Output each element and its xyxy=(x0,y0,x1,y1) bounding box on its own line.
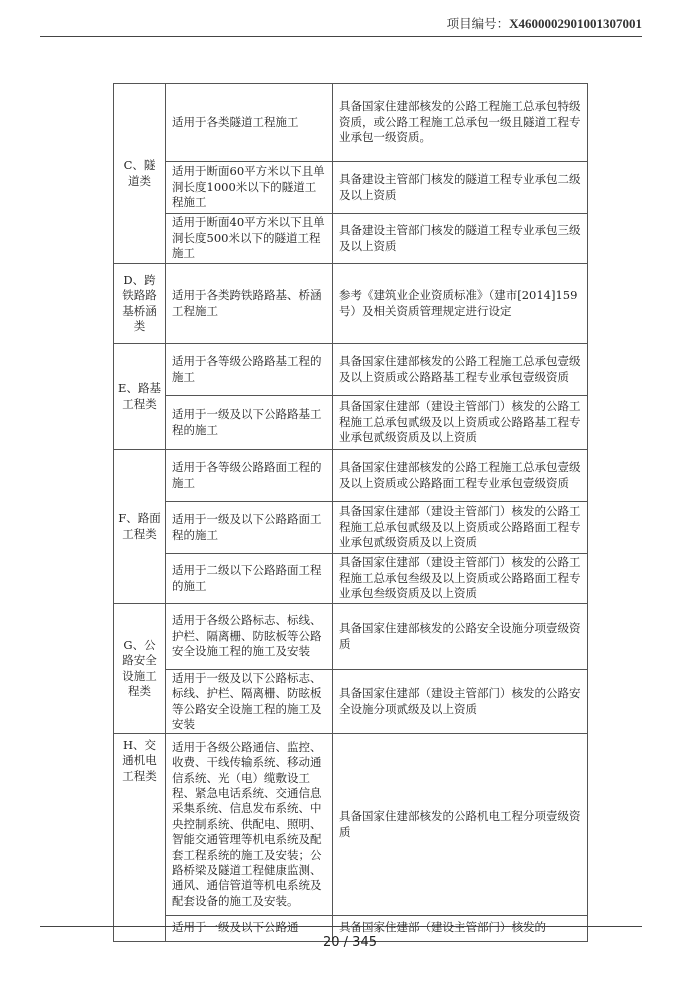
category-cell: G、公路安全设施工程类 xyxy=(114,604,166,734)
table-row xyxy=(114,604,588,670)
table-row xyxy=(114,670,588,734)
scope-cell: 适用于断面40平方米以下且单洞长度500米以下的隧道工程施工 xyxy=(166,214,333,264)
scope-cell: 适用于一级及以下公路通 xyxy=(166,916,333,942)
requirement-cell: 具备国家住建部核发的公路工程施工总承包壹级及以上资质或公路路面工程专业承包壹级资质 xyxy=(333,450,588,502)
requirement-cell: 具备国家住建部（建设主管部门）核发的公路工程施工总承包贰级及以上资质或公路路面工程专业承包贰级资质及以上资质 xyxy=(333,502,588,554)
requirement-cell: 具备国家住建部核发的公路安全设施分项壹级资质 xyxy=(333,604,588,670)
requirement-cell: 具备国家住建部（建设主管部门）核发的 xyxy=(333,916,588,942)
category-cell: D、跨铁路路基桥涵类 xyxy=(114,264,166,344)
table-row xyxy=(114,344,588,396)
project-number-label: 项目编号： xyxy=(446,16,510,31)
scope-cell: 适用于各类隧道工程施工 xyxy=(166,84,333,162)
table-row xyxy=(114,554,588,604)
table-row xyxy=(114,214,588,264)
scope-cell: 适用于各等级公路路基工程的施工 xyxy=(166,344,333,396)
requirement-cell: 具备建设主管部门核发的隧道工程专业承包三级及以上资质 xyxy=(333,214,588,264)
table-row xyxy=(114,734,588,916)
requirement-cell: 具备国家住建部（建设主管部门）核发的公路工程施工总承包叁级及以上资质或公路路面工程专业承包叁级资质及以上资质 xyxy=(333,554,588,604)
scope-cell: 适用于一级及以下公路标志、标线、护栏、隔离栅、防眩板等公路安全设施工程的施工及安装 xyxy=(166,670,333,734)
requirement-cell: 具备国家住建部核发的公路工程施工总承包特级资质，或公路工程施工总承包一级且隧道工程专业承包一级资质。 xyxy=(333,84,588,162)
requirement-cell: 具备国家住建部（建设主管部门）核发的公路工程施工总承包贰级及以上资质或公路路基工程专业承包贰级资质及以上资质 xyxy=(333,396,588,450)
category-cell: E、路基工程类 xyxy=(114,344,166,450)
table-row xyxy=(114,396,588,450)
page-header xyxy=(40,14,642,37)
requirement-cell: 参考《建筑业企业资质标准》（建市[2014]159号）及相关资质管理规定进行设定 xyxy=(333,264,588,344)
qualification-table xyxy=(113,83,588,942)
table-row xyxy=(114,84,588,162)
table-row xyxy=(114,162,588,214)
scope-cell: 适用于各等级公路路面工程的施工 xyxy=(166,450,333,502)
scope-cell: 适用于一级及以下公路路面工程的施工 xyxy=(166,502,333,554)
project-number-value: X4600002901001307001 xyxy=(509,16,642,31)
requirement-cell: 具备国家住建部（建设主管部门）核发的公路安全设施分项贰级及以上资质 xyxy=(333,670,588,734)
page-number: 20 / 345 xyxy=(323,935,377,950)
footer-divider xyxy=(40,926,642,927)
category-cell: C、隧道类 xyxy=(114,84,166,264)
table-row xyxy=(114,502,588,554)
scope-cell: 适用于各类跨铁路路基、桥涵工程施工 xyxy=(166,264,333,344)
scope-cell: 适用于各级公路通信、监控、收费、干线传输系统、移动通信系统、光（电）缆敷设工程、紧急电话系统、交通信息采集系统、信息发布系统、中央控制系统、供配电、照明、智能交通管理等机电系统及配套工程系统的施工及安装；公路桥梁及隧道工程健康监测、通风、通信管道等机电系统及配套设备的施工及安装。 xyxy=(166,734,333,916)
scope-cell: 适用于各级公路标志、标线、护栏、隔离栅、防眩板等公路安全设施工程的施工及安装 xyxy=(166,604,333,670)
requirement-cell: 具备建设主管部门核发的隧道工程专业承包二级及以上资质 xyxy=(333,162,588,214)
scope-cell: 适用于二级以下公路路面工程的施工 xyxy=(166,554,333,604)
category-cell: H、交通机电工程类 xyxy=(114,734,166,942)
category-cell: F、路面工程类 xyxy=(114,450,166,604)
scope-cell: 适用于一级及以下公路路基工程的施工 xyxy=(166,396,333,450)
project-number xyxy=(447,14,642,32)
requirement-cell: 具备国家住建部核发的公路机电工程分项壹级资质 xyxy=(333,734,588,916)
requirement-cell: 具备国家住建部核发的公路工程施工总承包壹级及以上资质或公路路基工程专业承包壹级资质 xyxy=(333,344,588,396)
scope-cell: 适用于断面60平方米以下且单洞长度1000米以下的隧道工程施工 xyxy=(166,162,333,214)
table-row xyxy=(114,264,588,344)
table-row xyxy=(114,450,588,502)
